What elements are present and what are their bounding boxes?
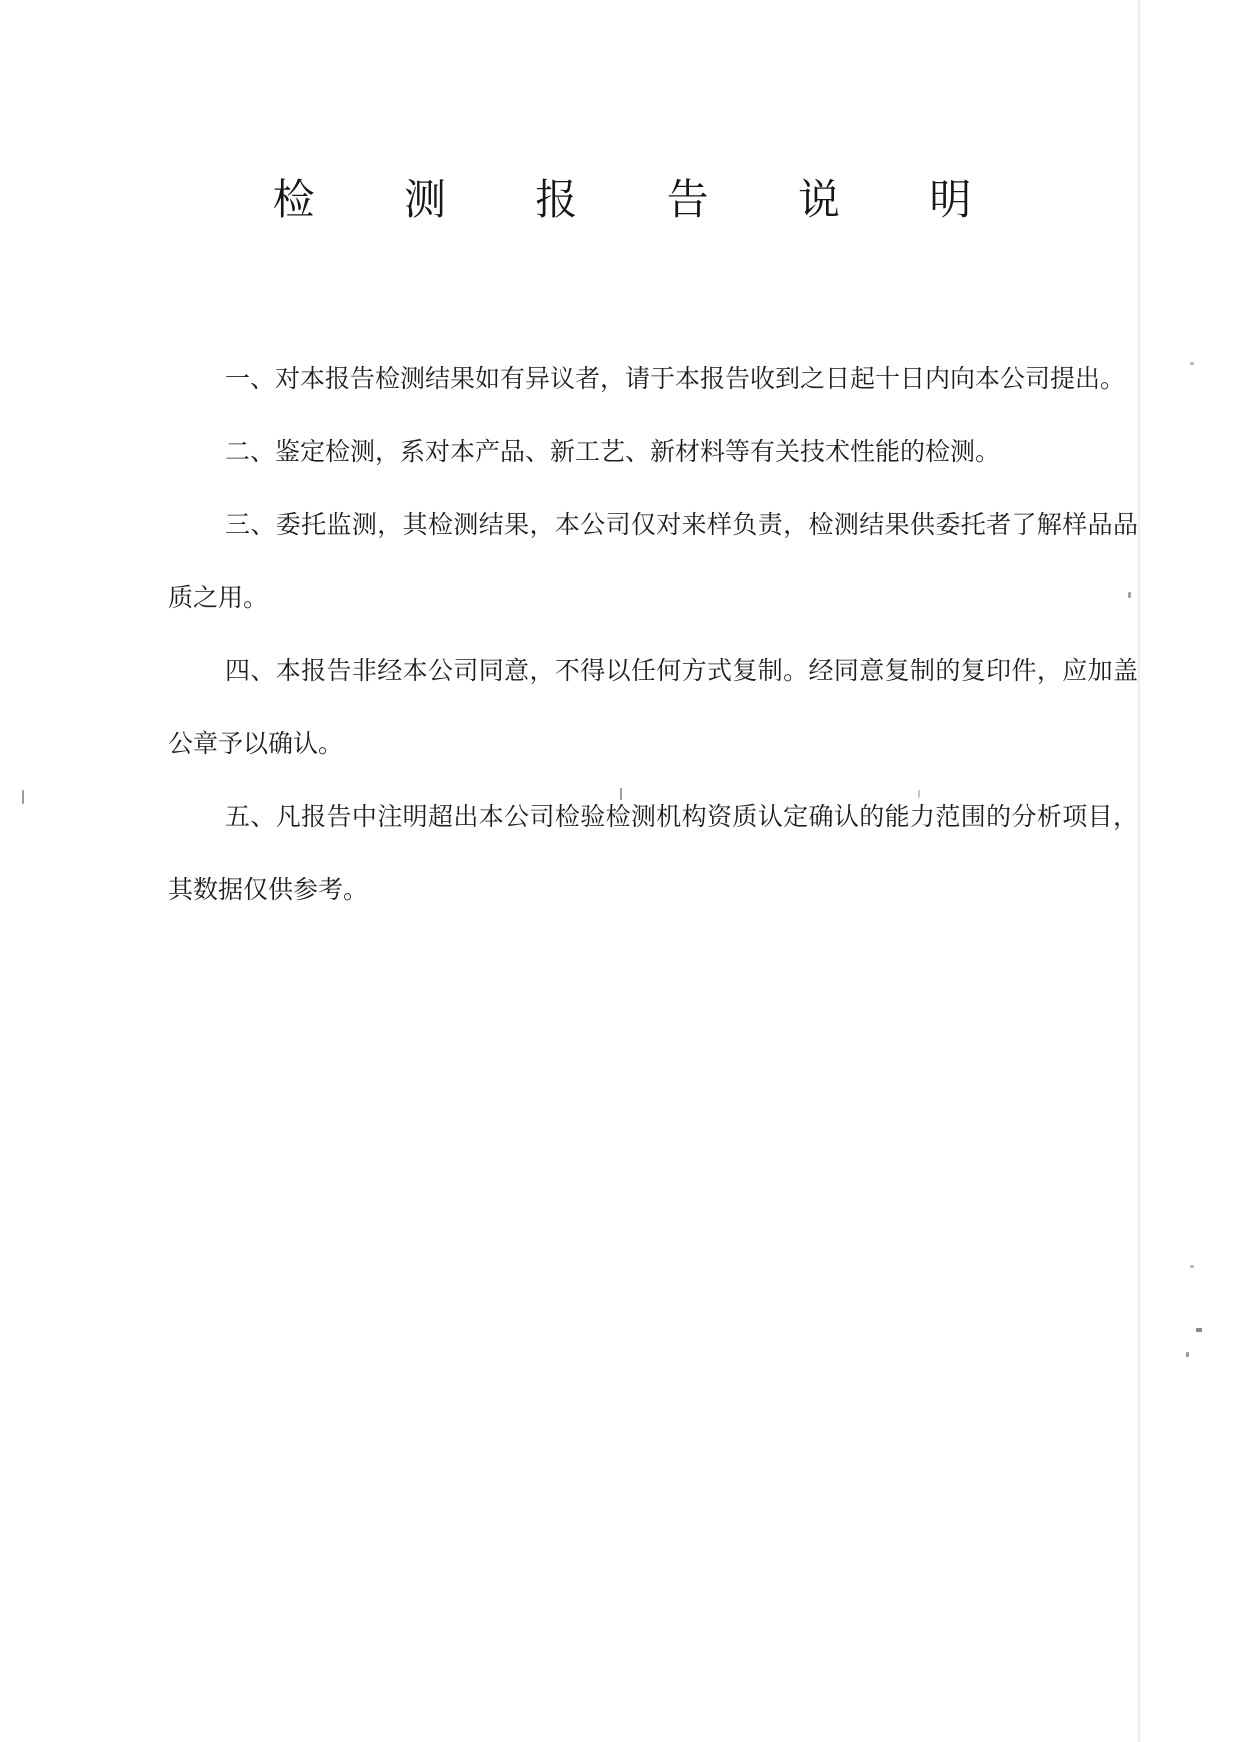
scan-speck (22, 790, 24, 804)
document-title: 检 测 报 告 说 明 (272, 175, 1010, 224)
clause-2: 二、鉴定检测，系对本产品、新工艺、新材料等有关技术性能的检测。 (225, 437, 1001, 466)
clause-3: 三、委托监测，其检测结果，本公司仅对来样负责，检测结果供委托者了解样品品质之用。 (168, 510, 1138, 612)
clause-1: 一、对本报告检测结果如有异议者，请于本报告收到之日起十日内向本公司提出。 (225, 364, 1126, 393)
scan-speck (620, 788, 622, 800)
scan-speck (1190, 1265, 1194, 1268)
scan-speck (1128, 592, 1131, 598)
scan-speck (1186, 1352, 1189, 1357)
page-edge (1138, 0, 1141, 1742)
scan-speck (1190, 362, 1194, 365)
scan-speck (918, 790, 920, 798)
clause-4: 四、本报告非经本公司同意，不得以任何方式复制。经同意复制的复印件，应加盖公章予以确认。 (168, 656, 1138, 758)
scan-speck (1196, 1328, 1202, 1332)
clause-5: 五、凡报告中注明超出本公司检验检测机构资质认定确认的能力范围的分析项目，其数据仅供参考。 (168, 802, 1138, 904)
clause-list (168, 342, 1138, 926)
